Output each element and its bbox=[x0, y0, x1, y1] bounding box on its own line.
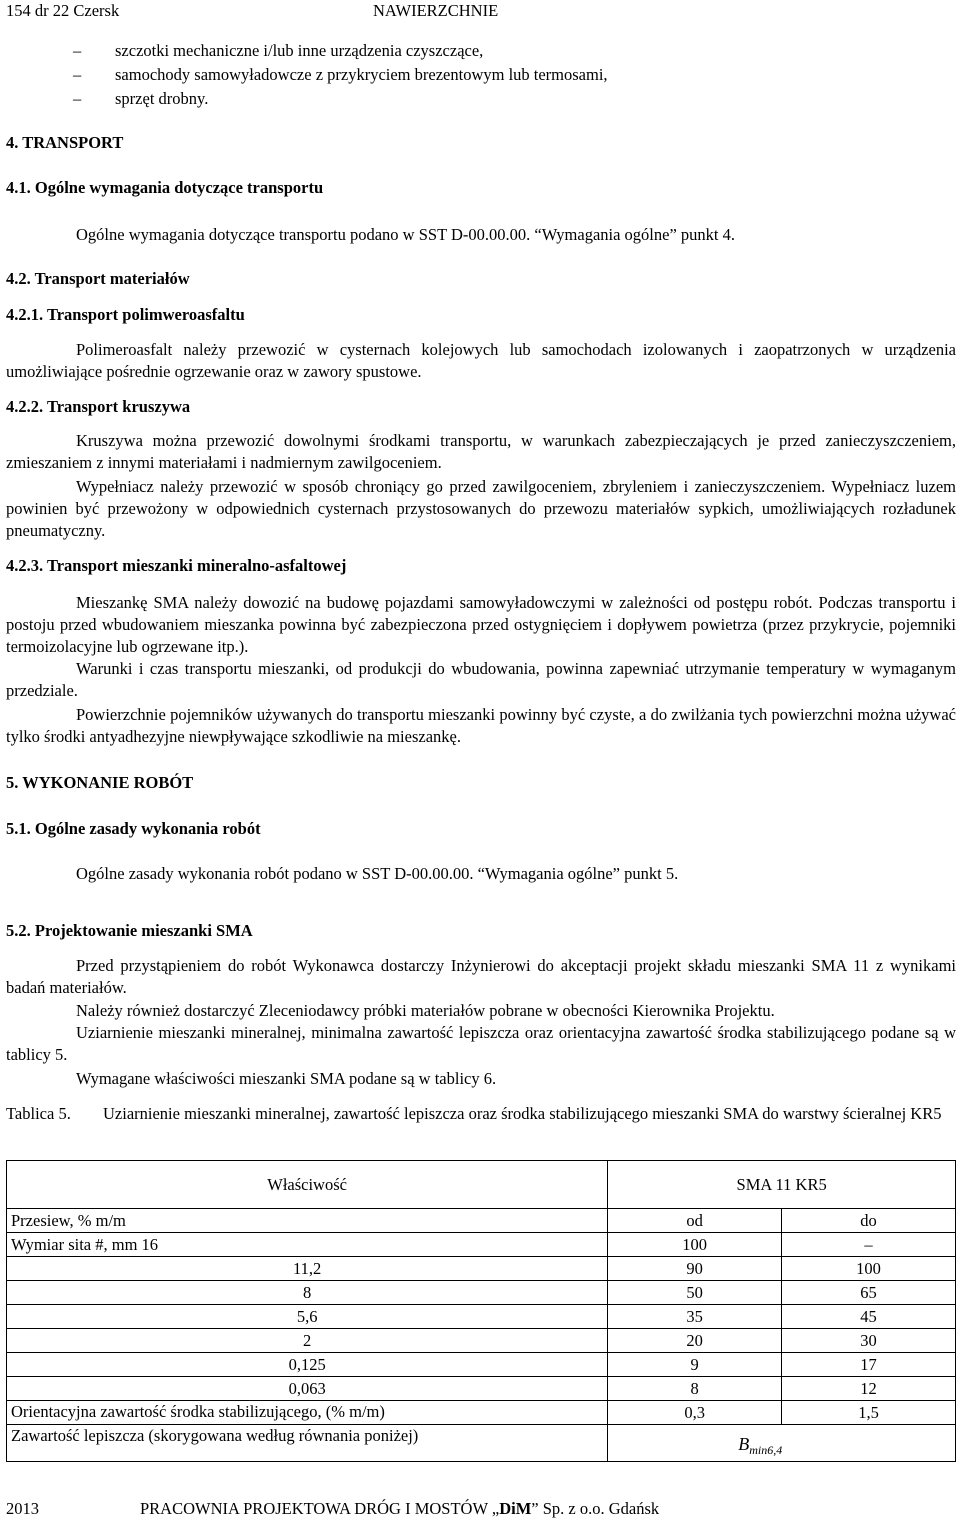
cell-sieve: 11,2 bbox=[7, 1257, 608, 1281]
bullet-dash: – bbox=[73, 65, 82, 84]
cell-od: 50 bbox=[608, 1281, 782, 1305]
cell-od: 90 bbox=[608, 1257, 782, 1281]
section-5-title: 5. WYKONANIE ROBÓT bbox=[6, 773, 194, 792]
cell-do: do bbox=[782, 1209, 956, 1233]
table-row bbox=[7, 1377, 956, 1401]
section-4-2-2-title: 4.2.2. Transport kruszywa bbox=[6, 397, 191, 416]
header-sma: SMA 11 KR5 bbox=[608, 1161, 956, 1209]
section-5-1-title: 5.1. Ogólne zasady wykonania robót bbox=[6, 819, 261, 838]
bullet-item: samochody samowyładowcze z przykryciem brezentowym lub termosami, bbox=[115, 65, 608, 84]
section-5-1-text: Ogólne zasady wykonania robót podano w SST D-00.00.00. “Wymagania ogólne” punkt 5. bbox=[76, 864, 679, 883]
cell-od: 8 bbox=[608, 1377, 782, 1401]
bullet-item: szczotki mechaniczne i/lub inne urządzenia czyszczące, bbox=[115, 41, 484, 60]
cell-od: 9 bbox=[608, 1353, 782, 1377]
section-4-2-3-title: 4.2.3. Transport mieszanki mineralno-asfaltowej bbox=[6, 556, 347, 575]
cell-od: 35 bbox=[608, 1305, 782, 1329]
section-4-2-2-p1: Kruszywa można przewozić dowolnymi środkami transportu, w warunkach zabezpieczających je przed zanieczyszczeniem, zmieszaniem z innymi materiałami i nadmiernym zawilgoceniem. bbox=[6, 431, 956, 472]
cell-sieve: 2 bbox=[7, 1329, 608, 1353]
cell-do: 100 bbox=[782, 1257, 956, 1281]
section-5-2-title: 5.2. Projektowanie mieszanki SMA bbox=[6, 921, 253, 940]
header-left: 154 dr 22 Czersk bbox=[6, 1, 120, 20]
cell-label: Zawartość lepiszcza (skorygowana według równania poniżej) bbox=[7, 1425, 608, 1462]
cell-sieve: 8 bbox=[7, 1281, 608, 1305]
section-4-1-title: 4.1. Ogólne wymagania dotyczące transportu bbox=[6, 178, 324, 197]
table-header-row bbox=[7, 1161, 956, 1209]
cell-sieve: 5,6 bbox=[7, 1305, 608, 1329]
table-row bbox=[7, 1209, 956, 1233]
section-4-2-2-p2: Wypełniacz należy przewozić w sposób chroniący go przed zawilgoceniem, zbryleniem i zanieczyszczeniem. Wypełniacz luzem powinien być przewożony w odpowiednich cysternach przystosowanych do przewozu materiałów sypkich, umożliwiających rozładunek pneumatyczny. bbox=[6, 477, 956, 540]
bullet-dash: – bbox=[73, 89, 82, 108]
table-caption: Uziarnienie mieszanki mineralnej, zawartość lepiszcza oraz środka stabilizującego mieszanki SMA do warstwy ścieralnej KR5 bbox=[103, 1104, 942, 1123]
cell-od: 100 bbox=[608, 1233, 782, 1257]
section-4-2-1-text: Polimeroasfalt należy przewozić w cysternach kolejowych lub samochodach izolowanych i zaopatrzonych w urządzenia umożliwiające pośrednie ogrzewanie oraz w zawory spustowe. bbox=[6, 340, 956, 381]
cell-od: 0,3 bbox=[608, 1401, 782, 1425]
section-4-2-3-p1: Mieszankę SMA należy dowozić na budowę pojazdami samowyładowczymi w zależności od postępu robót. Podczas transportu i postoju przed wbudowaniem mieszanka powinna być zabezpieczona przed ostygnięciem i dopływem powietrza (przez przykrycie, pojemniki termoizolacyjne lub ogrzewane itp.). bbox=[6, 593, 956, 656]
table-row bbox=[7, 1257, 956, 1281]
cell-do: 45 bbox=[782, 1305, 956, 1329]
section-4-2-3-p3: Powierzchnie pojemników używanych do transportu mieszanki powinny być czyste, a do zwilżania tych powierzchni można używać tylko środki antyadhezyjne niewpływające szkodliwie na mieszankę. bbox=[6, 705, 956, 746]
table-label: Tablica 5. bbox=[6, 1104, 71, 1123]
bullet-dash: – bbox=[73, 41, 82, 60]
bmin-symbol: B bbox=[738, 1434, 750, 1454]
table-row bbox=[7, 1305, 956, 1329]
cell-do: 30 bbox=[782, 1329, 956, 1353]
cell-sieve: 0,125 bbox=[7, 1353, 608, 1377]
section-5-2-p1: Przed przystąpieniem do robót Wykonawca dostarczy Inżynierowi do akceptacji projekt składu mieszanki SMA 11 z wynikami badań materiałów. bbox=[6, 956, 956, 997]
cell-label: Orientacyjna zawartość środka stabilizującego, (% m/m) bbox=[7, 1401, 608, 1425]
table-row bbox=[7, 1233, 956, 1257]
cell-do: 12 bbox=[782, 1377, 956, 1401]
cell-do: 17 bbox=[782, 1353, 956, 1377]
cell-sieve: 0,063 bbox=[7, 1377, 608, 1401]
section-4-2-title: 4.2. Transport materiałów bbox=[6, 269, 190, 288]
cell-do: – bbox=[782, 1233, 956, 1257]
cell-bmin bbox=[608, 1425, 956, 1462]
section-4-title: 4. TRANSPORT bbox=[6, 133, 124, 152]
cell-do: 1,5 bbox=[782, 1401, 956, 1425]
section-4-1-text: Ogólne wymagania dotyczące transportu podano w SST D-00.00.00. “Wymagania ogólne” punkt 4. bbox=[76, 225, 736, 244]
cell-od: 20 bbox=[608, 1329, 782, 1353]
section-5-2-p3: Uziarnienie mieszanki mineralnej, minimalna zawartość lepiszcza oraz orientacyjna zawartość środka stabilizującego podane są w tablicy 5. bbox=[6, 1023, 956, 1064]
section-4-2-1-title: 4.2.1. Transport polimweroasfaltu bbox=[6, 305, 245, 324]
section-5-2-p4: Wymagane właściwości mieszanki SMA podane są w tablicy 6. bbox=[76, 1069, 497, 1088]
bmin-subscript: min6,4 bbox=[749, 1443, 783, 1457]
table-row bbox=[7, 1401, 956, 1425]
header-title: NAWIERZCHNIE bbox=[373, 1, 499, 20]
cell-do: 65 bbox=[782, 1281, 956, 1305]
section-5-2-p2: Należy również dostarczyć Zleceniodawcy próbki materiałów pobrane w obecności Kierownika Projektu. bbox=[76, 1001, 775, 1020]
table-5 bbox=[6, 1160, 956, 1462]
table-row bbox=[7, 1281, 956, 1305]
header-property: Właściwość bbox=[7, 1161, 608, 1209]
footer-company: PRACOWNIA PROJEKTOWA DRÓG I MOSTÓW „DiM” Sp. z o.o. Gdańsk bbox=[140, 1499, 660, 1518]
bullet-item: sprzęt drobny. bbox=[115, 89, 209, 108]
cell-label: Wymiar sita #, mm 16 bbox=[7, 1233, 608, 1257]
table-row bbox=[7, 1425, 956, 1462]
cell-od: od bbox=[608, 1209, 782, 1233]
section-4-2-3-p2: Warunki i czas transportu mieszanki, od produkcji do wbudowania, powinna zapewniać utrzymanie temperatury w wymaganym przedziale. bbox=[6, 659, 956, 700]
footer-year: 2013 bbox=[6, 1499, 39, 1518]
table-row bbox=[7, 1353, 956, 1377]
table-row bbox=[7, 1329, 956, 1353]
cell-label: Przesiew, % m/m bbox=[7, 1209, 608, 1233]
